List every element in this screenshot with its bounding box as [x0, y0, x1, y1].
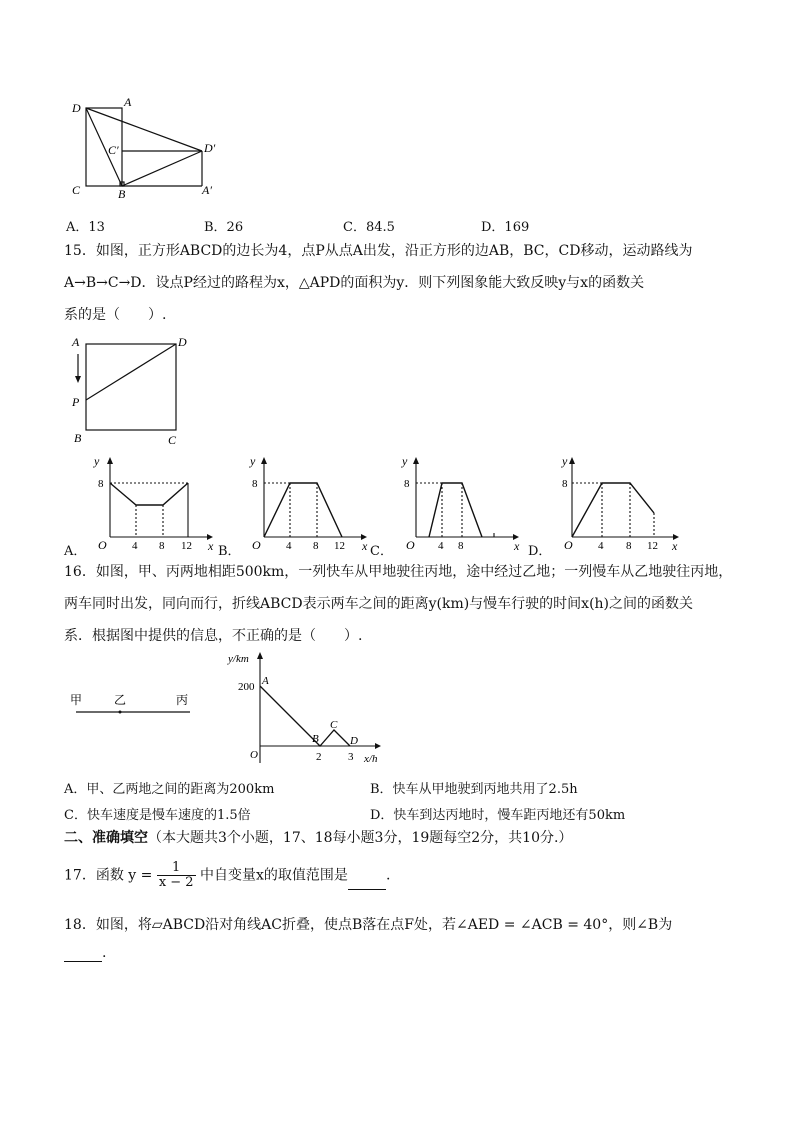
q15-line1: 15．如图，正方形ABCD的边长为4，点P从点A出发，沿正方形的边AB，BC，CD移动，运动路线为: [64, 243, 693, 259]
q15-graph-d: [550, 454, 685, 553]
graph-a-ytick: 8: [98, 478, 104, 490]
graph-a-ylabel: y: [94, 454, 100, 468]
section2-heading: [64, 829, 572, 847]
q16-option-b[interactable]: B．快车从甲地驶到丙地共用了2.5h: [370, 782, 578, 797]
graph-a-origin: O: [98, 538, 107, 552]
q15-line2: A→B→C→D．设点P经过的路程为x，△APD的面积为y．则下列图象能大致反映y与x的函数关: [64, 275, 645, 291]
q17-end: .: [385, 867, 391, 884]
graph-d-xtick-8: 8: [626, 540, 632, 552]
q15-graph-a: [88, 454, 218, 553]
graph-c-ytick: 8: [404, 478, 410, 490]
graph-b-xtick-4: 4: [286, 540, 292, 552]
graph-a-xtick-4: 4: [132, 540, 138, 552]
q15-option-d[interactable]: D．: [528, 544, 552, 559]
q17-line: [64, 861, 390, 890]
q15-line3: 系的是（ ）.: [64, 307, 167, 323]
q16-option-d[interactable]: D．快车到达丙地时，慢车距丙地还有50km: [370, 808, 626, 823]
q16-xtick-2: 2: [316, 751, 322, 763]
graph-a-xlabel: x: [208, 539, 214, 553]
q16-point-D: D: [350, 735, 358, 747]
q17-answer-blank[interactable]: [348, 875, 386, 890]
q14-label-B: B: [118, 187, 126, 201]
q14-label-D: D: [72, 101, 81, 115]
q16-option-c[interactable]: C．快车速度是慢车速度的1.5倍: [64, 808, 251, 823]
q16-point-A: A: [262, 675, 269, 687]
q15-label-P: P: [72, 395, 80, 409]
q15-label-B: B: [74, 431, 82, 445]
q15-option-c[interactable]: C．: [370, 544, 393, 559]
q14-option-c[interactable]: C．84.5: [343, 220, 395, 235]
q16-line1: 16．如图，甲、丙两地相距500km，一列快车从甲地驶往丙地，途中经过乙地；一列慢车从乙地驶往丙地，: [64, 564, 733, 580]
graph-b-xlabel: x: [362, 539, 368, 553]
q15-graph-c: [394, 454, 524, 553]
q16-route-figure: [70, 690, 200, 720]
q16-ytick-200: 200: [238, 681, 255, 693]
graph-b-ytick: 8: [252, 478, 258, 490]
q14-figure: [68, 94, 228, 204]
graph-d-xtick-12: 12: [647, 540, 658, 552]
graph-a-xtick-12: 12: [181, 540, 192, 552]
q15-option-b[interactable]: B．: [218, 544, 241, 559]
q17-pre: 17．函数 y =: [64, 867, 153, 884]
graph-c-xlabel: x: [514, 539, 520, 553]
q16-line2: 两车同时出发，同向而行，折线ABCD表示两车之间的距离y(km)与慢车行驶的时间x(h)之间的函数关: [64, 596, 694, 612]
q15-label-C: C: [168, 433, 177, 447]
q15-graph-b: [242, 454, 372, 553]
q16-xtick-3: 3: [348, 751, 354, 763]
q14-option-a[interactable]: A．13: [66, 220, 105, 235]
q18-answer-blank[interactable]: [64, 947, 102, 962]
graph-d-xlabel: x: [672, 539, 678, 553]
q14-label-A1: A′: [202, 183, 212, 197]
place-jia: 甲: [70, 693, 83, 707]
q16-point-B: B: [312, 733, 319, 745]
q17-post: 中自变量x的取值范围是: [200, 867, 348, 884]
q17-denominator: x − 2: [158, 875, 194, 890]
graph-c-xtick-8: 8: [458, 540, 464, 552]
q18-line2: [64, 944, 106, 962]
q16-line3: 系．根据图中提供的信息，不正确的是（ ）.: [64, 628, 363, 644]
graph-c-origin: O: [406, 538, 415, 552]
graph-c-ylabel: y: [402, 454, 408, 468]
place-yi: 乙: [114, 693, 127, 707]
q16-option-a[interactable]: A．甲、乙两地之间的距离为200km: [64, 782, 275, 797]
graph-d-origin: O: [564, 538, 573, 552]
q16-y-axis-label: y/km: [228, 653, 249, 665]
q16-x-axis-label: x/h: [364, 753, 378, 765]
graph-b-origin: O: [252, 538, 261, 552]
place-bing: 丙: [176, 693, 189, 707]
graph-d-xtick-4: 4: [598, 540, 604, 552]
q17-numerator: 1: [172, 860, 181, 875]
section2-note: （本大题共3个小题，17、18每小题3分，19题每空2分，共10分.）: [148, 830, 573, 846]
q16-graph: [218, 648, 388, 773]
q15-option-a[interactable]: A．: [64, 544, 87, 559]
q14-label-C1: C′: [108, 143, 119, 157]
q16-origin: O: [250, 749, 258, 761]
q15-square-figure: [68, 334, 198, 446]
q14-label-D1: D′: [204, 141, 216, 155]
q15-label-D: D: [178, 335, 187, 349]
graph-d-ylabel: y: [562, 454, 568, 468]
q17-fraction: [157, 861, 196, 890]
q14-option-b[interactable]: B．26: [204, 220, 244, 235]
graph-a-xtick-8: 8: [159, 540, 165, 552]
graph-b-xtick-12: 12: [334, 540, 345, 552]
graph-c-xtick-4: 4: [438, 540, 444, 552]
q16-point-C: C: [330, 719, 338, 731]
graph-d-ytick: 8: [562, 478, 568, 490]
graph-b-xtick-8: 8: [313, 540, 319, 552]
q14-label-A: A: [124, 95, 132, 109]
q15-label-A: A: [72, 335, 80, 349]
q14-label-C: C: [72, 183, 81, 197]
section2-title: 二、准确填空: [64, 830, 148, 846]
q18-end: .: [102, 945, 107, 961]
q18-line1: 18．如图，将▱ABCD沿对角线AC折叠，使点B落在点F处，若∠AED = ∠ACB = 40°，则∠B为: [64, 917, 673, 933]
graph-b-ylabel: y: [250, 454, 256, 468]
q14-option-d[interactable]: D．169: [481, 220, 530, 235]
